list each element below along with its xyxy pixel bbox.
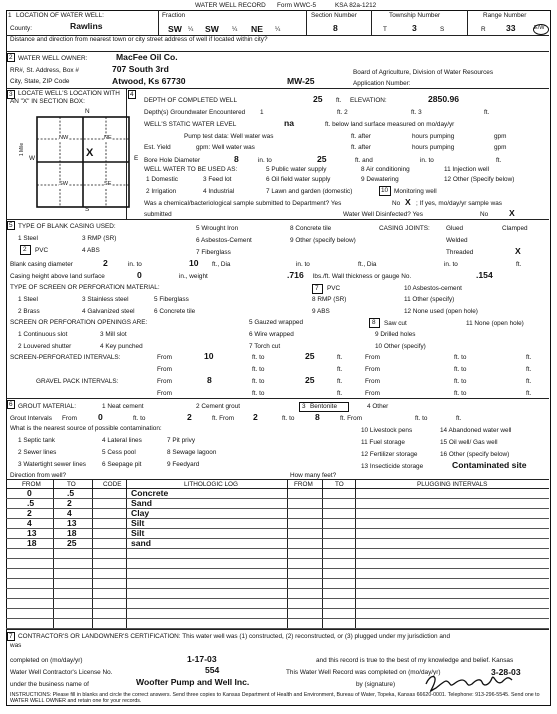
log-to: 18 xyxy=(67,528,77,538)
address-label: RR#, St. Address, Box # xyxy=(10,67,79,74)
grout-from: 0 xyxy=(98,412,103,422)
casing-gauge: .154 xyxy=(476,270,493,280)
grout-selected: 3 xyxy=(302,403,306,410)
use-monitoring: Monitoring well xyxy=(394,188,437,195)
log-rule xyxy=(6,588,549,589)
log-rule xyxy=(6,538,549,539)
log-rule xyxy=(6,528,549,529)
section-grid xyxy=(36,116,130,208)
form-number: Form WWC-5 xyxy=(277,2,317,9)
threaded-mark: X xyxy=(515,246,521,256)
bore-depth: 25 xyxy=(317,154,327,164)
grout-heading: GROUT MATERIAL: xyxy=(18,403,76,410)
casing-selected: 2 xyxy=(23,246,27,253)
bore-diameter: 8 xyxy=(234,154,239,164)
depth-label: DEPTH OF COMPLETED WELL xyxy=(144,97,238,104)
license-number: 554 xyxy=(205,665,220,675)
owner-heading: WATER WELL OWNER: xyxy=(18,55,88,62)
ksa-number: KSA 82a-1212 xyxy=(335,2,377,9)
use-selected: 10 xyxy=(381,187,389,194)
board-label: Board of Agriculture, Division of Water Resources xyxy=(353,69,494,76)
grout-to-2: 8 xyxy=(315,412,320,422)
perf-to: 25 xyxy=(305,351,315,361)
chem-no-mark: X xyxy=(405,197,411,207)
gravel-label: GRAVEL PACK INTERVALS: xyxy=(36,378,119,385)
casing-weight: .716 xyxy=(287,270,304,280)
depth-value: 25 xyxy=(313,94,323,104)
log-lithology: sand xyxy=(131,538,152,548)
county-value: Rawlins xyxy=(70,21,103,31)
log-to: 2 xyxy=(67,498,72,508)
well-id: MW-25 xyxy=(287,76,315,86)
use-label: WELL WATER TO BE USED AS: xyxy=(144,166,238,173)
log-rule xyxy=(6,518,549,519)
mile-label: 1 Mile xyxy=(19,142,26,157)
application-number-label: Application Number: xyxy=(353,80,411,87)
owner-address: 707 South 3rd xyxy=(112,64,169,74)
section-1-number: 1 xyxy=(8,12,12,19)
log-rule xyxy=(6,558,549,559)
record-date: 3-28-03 xyxy=(491,667,521,677)
log-rule xyxy=(6,508,549,509)
log-lithology: Clay xyxy=(131,508,150,518)
grout-bentonite: Bentonite xyxy=(310,403,338,410)
screen-selected: 7 xyxy=(315,285,319,292)
log-from: 18 xyxy=(27,538,37,548)
elevation-label: ELEVATION: xyxy=(350,97,387,104)
casing-joints-label: CASING JOINTS: xyxy=(379,225,430,232)
county-label: County: xyxy=(10,25,33,32)
log-from: 13 xyxy=(27,528,37,538)
log-rule xyxy=(6,598,549,599)
log-to: 13 xyxy=(67,518,77,528)
screen-heading: TYPE OF SCREEN OR PERFORATION MATERIAL: xyxy=(10,284,160,291)
log-rule xyxy=(6,578,549,579)
casing-to-ft: 10 xyxy=(189,258,199,268)
completed-date: 1-17-03 xyxy=(187,654,217,664)
log-from: 0 xyxy=(27,488,32,498)
log-lithology: Silt xyxy=(131,518,145,528)
log-rule xyxy=(6,498,549,499)
section-box-heading-2: AN "X" IN SECTION BOX: xyxy=(10,98,85,105)
location-heading: LOCATION OF WATER WELL: xyxy=(16,12,104,19)
distance-label: Distance and direction from nearest town or city street address of well if located within city? xyxy=(10,36,268,43)
casing-diameter: 2 xyxy=(103,258,108,268)
elevation-value: 2850.96 xyxy=(428,94,460,104)
openings-heading: SCREEN OR PERFORATION OPENINGS ARE: xyxy=(10,319,148,326)
range-direction: E/W xyxy=(534,25,545,31)
log-lithology: Silt xyxy=(131,528,145,538)
log-rule xyxy=(6,568,549,569)
log-rule xyxy=(6,618,549,619)
owner-name: MacFee Oil Co. xyxy=(116,52,178,62)
water-well-record-form: WATER WELL RECORD Form WWC-5 KSA 82a-1212 1 LOCATION OF WATER WELL: Fraction Section Number Township Number Range Number County: Rawlins SW ¼ SW ¼ NE ¼ 8 T 3 S R 33 E/W Distance and direction from nearest town or city street address of well if located within city? 2 WATER WELL OWNER: MacFee Oil Co. RR#, St. Address, Box # 707 South 3rd City, State, ZIP Code Atwood, Ks 67730 MW-25 Board of Agriculture, Division of Water Resources Application Number: 3 LOCATE WELL'S LOCATION WITH AN "X" IN SECTION BOX: N S W E 1 Mile NW NE SW SE X 4 DEPTH OF COMPLETED WELL 25 ft. ELEVATION: 2850.96 Depth(s) Groundwater Encountered 1 ft. 2 ft. 3 ft. WELL'S STATIC WATER LEVEL na ft. below land surface measured on mo/day/yr Pump test data: Well water was ft. after hours pumping gpm Est. Yield gpm: Well water was ft. after hours pumping gpm Bore Hole Diameter 8 in. to 25 ft. and in. to ft. WELL WATER TO BE USED AS: 5 Public water supply 8 Air conditioning 11 Injection well 1 Domestic 3 Feed lot 6 Oil field water supply 9 Dewatering 12 Other (Specify below) 2 Irrigation 4 Industrial 7 Lawn and garden (domestic) 10 Monitoring well Was a chemical/bacteriological sample submitted to Department? Yes No X ; If yes, mo/day/yr sample was submitted Water Well Disinfected? Yes No X 5 TYPE OF BLANK CASING USED: 1 Steel 3 RMP (SR) 5 Wrought Iron 8 Concrete tile CASING JOINTS: Glued Clamped 2 PVC 4 ABS 6 Asbestos-Cement 9 Other (specify below) 7 Fiberglass Welded Threaded X Blank casing diameter 2 in. to 10 ft., Dia in. to ft., Dia in. to ft. Casing height above land surface 0 in., weight .716 lbs./ft. Wall thickness or gauge No. .154 TYPE OF SCREEN OR PERFORATION MATERIAL: 1 Steel 3 Stainless steel 5 Fiberglass 7 PVC 10 Asbestos-cement 2 Brass 4 Galvanized steel 6 Concrete tile 8 RMP (SR) 9 ABS 11 Other (specify) 12 None used (open hole) SCREEN OR PERFORATION OPENINGS ARE: 1 Continuous slot 3 Mill slot 5 Gauzed wrapped 8 Saw cut 11 None (open hole) 2 Louvered shutter 4 Key punched 6 Wire wrapped 7 Torch cut 9 Drilled holes 10 Other (specify) SCREEN-PERFORATED INTERVALS: From 10 ft. to 25 ft. From ft. to ft. From ft. to ft. From ft. to ft. GRAVEL PACK INTERVALS: From 8 ft. to 25 ft. From ft. to ft. From ft. to ft. From ft. to ft. 6 GROUT MATERIAL: 1 Neat cement 2 Cement grout 3 Bentonite 4 Other Grout Intervals From 0 ft. to 2 ft. From 2 ft. to 8 ft. From ft. to ft. What is the nearest source of possible contamination: 1 Septic tank 4 Lateral lines 7 Pit privy 10 Livestock pens 14 Abandoned water well 2 Sewer lines 5 Cess pool 8 Sewage lagoon 11 Fuel storage 15 Oil well/ Gas well 3 Watertight sewer lines 6 Seepage pit 9 Feedyard 12 Fertilizer storage 16 Other (specify below) 13 Insecticide storage Contaminated site Direction from well? How many feet? FROM TO CODE LITHOLOGIC LOG FROM TO PLUGGING INTERVALS 0 .5 Concrete .5 2 Sand 2 4 Clay 4 13 Silt 13 18 Silt 18 25 sand 7 CONTRACTOR'S OR LANDOWNER'S CERTIFICATION: This water well was (1) constructed, (2) reconstructed, or (3) plugged under my jurisdiction and was completed on (mo/day/yr) 1-17-03 and this record is true to the best of my knowledge and belief. Kansas Water Well Contractor's License No. 554 This Water Well Record was completed on (mo/day/yr) 3-28-03 under the business name of Woofter Pump and Well Inc. by (signature) INSTRUCTIONS: Please fill in blanks and circle the correct answers. Send three copies to Kansas Department of Health and Environment, Bureau of Water, Topeka, Kansas 66620-0001. Telephone: 913-296-5545. Send one to WATER WELL OWNER and retain one for your records. xyxy=(0,0,557,714)
static-value: na xyxy=(284,118,295,128)
log-rule xyxy=(6,608,549,609)
fraction-1: SW xyxy=(168,24,182,34)
fraction-3: NE xyxy=(251,24,263,34)
township-number-label: Township Number xyxy=(389,12,441,19)
gravel-to: 25 xyxy=(305,375,315,385)
log-from: .5 xyxy=(27,498,35,508)
grout-to: 2 xyxy=(187,412,192,422)
section-number-label: Section Number xyxy=(311,12,357,19)
log-from: 2 xyxy=(27,508,32,518)
log-rule xyxy=(6,548,549,549)
casing-heading: TYPE OF BLANK CASING USED: xyxy=(18,223,116,230)
disinfected-no-mark: X xyxy=(509,208,515,218)
log-from: 4 xyxy=(27,518,32,528)
opening-selected: 8 xyxy=(372,319,376,326)
fraction-label: Fraction xyxy=(162,12,186,19)
section-box-heading-1: LOCATE WELL'S LOCATION WITH xyxy=(18,90,120,97)
perforated-label: SCREEN-PERFORATED INTERVALS: xyxy=(10,354,121,361)
log-to: 25 xyxy=(67,538,77,548)
range-value: 33 xyxy=(506,23,516,33)
log-lithology: Sand xyxy=(131,498,153,508)
section-value: 8 xyxy=(333,23,338,33)
city-label: City, State, ZIP Code xyxy=(10,78,70,85)
grout-from-2: 2 xyxy=(253,412,258,422)
township-value: 3 xyxy=(412,23,417,33)
certification-text: CONTRACTOR'S OR LANDOWNER'S CERTIFICATION: This water well was (1) constructed, (2) reconstructed, or (3) plugged under my jurisdiction and xyxy=(18,633,451,640)
business-name: Woofter Pump and Well Inc. xyxy=(136,677,250,687)
well-location-mark: X xyxy=(86,147,94,159)
contamination-other: Contaminated site xyxy=(452,460,527,470)
gravel-from: 8 xyxy=(207,375,212,385)
instructions: INSTRUCTIONS: Please fill in blanks and circle the correct answers. Send three copies to Kansas Department of Health and Environment, Bureau of Water, Topeka, Kansas 66620-0001. Telephone: 913-296-5545. Send one to WATER WELL OWNER and retain one for your records. xyxy=(10,692,540,705)
range-number-label: Range Number xyxy=(483,12,527,19)
perf-from: 10 xyxy=(204,351,214,361)
fraction-2: SW xyxy=(205,24,219,34)
log-to: .5 xyxy=(67,488,75,498)
log-lithology: Concrete xyxy=(131,488,169,498)
form-title: WATER WELL RECORD xyxy=(195,2,266,9)
owner-city: Atwood, Ks 67730 xyxy=(112,76,186,86)
log-to: 4 xyxy=(67,508,72,518)
static-label: WELL'S STATIC WATER LEVEL xyxy=(144,121,237,128)
casing-height: 0 xyxy=(137,270,142,280)
